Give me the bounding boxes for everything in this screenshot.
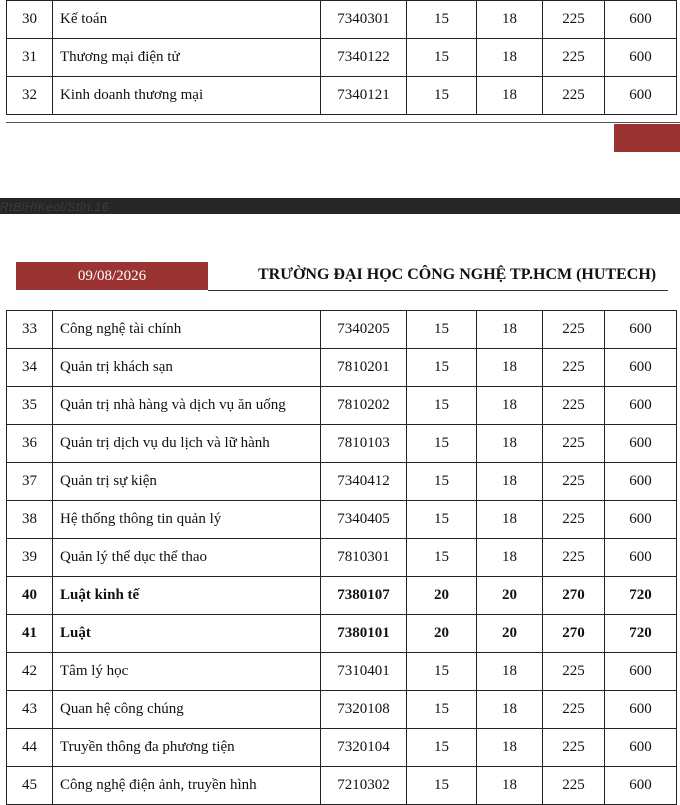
quota-col-4: 600 <box>605 1 677 39</box>
program-code: 7810301 <box>321 539 407 577</box>
program-name: Công nghệ tài chính <box>53 311 321 349</box>
quota-col-2: 20 <box>477 615 543 653</box>
program-name: Quan hệ công chúng <box>53 691 321 729</box>
quota-col-2: 20 <box>477 577 543 615</box>
program-code: 7380101 <box>321 615 407 653</box>
quota-col-3: 225 <box>543 425 605 463</box>
quota-col-4: 600 <box>605 387 677 425</box>
quota-col-1: 15 <box>407 729 477 767</box>
quota-col-2: 18 <box>477 501 543 539</box>
accent-block <box>614 124 680 152</box>
quota-col-3: 225 <box>543 767 605 805</box>
quota-col-1: 15 <box>407 653 477 691</box>
row-number: 45 <box>7 767 53 805</box>
quota-col-1: 20 <box>407 615 477 653</box>
quota-col-3: 225 <box>543 1 605 39</box>
quota-col-2: 18 <box>477 39 543 77</box>
quota-col-2: 18 <box>477 729 543 767</box>
quota-col-1: 15 <box>407 1 477 39</box>
row-number: 41 <box>7 615 53 653</box>
program-code: 7810202 <box>321 387 407 425</box>
program-code: 7320108 <box>321 691 407 729</box>
quota-col-3: 225 <box>543 463 605 501</box>
row-number: 42 <box>7 653 53 691</box>
quota-col-1: 15 <box>407 767 477 805</box>
program-name: Công nghệ điện ảnh, truyền hình <box>53 767 321 805</box>
row-number: 43 <box>7 691 53 729</box>
program-name: Kinh doanh thương mại <box>53 77 321 115</box>
quota-col-1: 15 <box>407 539 477 577</box>
quota-col-2: 18 <box>477 349 543 387</box>
program-code: 7340301 <box>321 1 407 39</box>
admissions-table-top <box>6 0 677 115</box>
table-row <box>7 1 677 39</box>
table-row <box>7 349 677 387</box>
row-number: 34 <box>7 349 53 387</box>
table-row <box>7 767 677 805</box>
program-code: 7310401 <box>321 653 407 691</box>
table-row <box>7 691 677 729</box>
program-code: 7340205 <box>321 311 407 349</box>
quota-col-3: 270 <box>543 577 605 615</box>
quota-col-3: 225 <box>543 691 605 729</box>
program-name: Thương mại điện tử <box>53 39 321 77</box>
header-rule <box>208 290 668 291</box>
row-number: 39 <box>7 539 53 577</box>
program-name: Quản lý thể dục thể thao <box>53 539 321 577</box>
quota-col-2: 18 <box>477 425 543 463</box>
program-name: Tâm lý học <box>53 653 321 691</box>
quota-col-2: 18 <box>477 767 543 805</box>
quota-col-3: 225 <box>543 729 605 767</box>
table-row <box>7 77 677 115</box>
row-number: 36 <box>7 425 53 463</box>
quota-col-1: 15 <box>407 501 477 539</box>
quota-col-2: 18 <box>477 539 543 577</box>
quota-col-3: 270 <box>543 615 605 653</box>
row-number: 38 <box>7 501 53 539</box>
table-row <box>7 387 677 425</box>
quota-col-4: 600 <box>605 77 677 115</box>
quota-col-3: 225 <box>543 539 605 577</box>
program-code: 7810201 <box>321 349 407 387</box>
quota-col-3: 225 <box>543 501 605 539</box>
quota-col-1: 15 <box>407 387 477 425</box>
quota-col-4: 600 <box>605 311 677 349</box>
program-code: 7810103 <box>321 425 407 463</box>
watermark-text: RtBiHtKeol/Stlrl.16 <box>0 200 109 214</box>
quota-col-1: 20 <box>407 577 477 615</box>
quota-col-3: 225 <box>543 39 605 77</box>
quota-col-4: 600 <box>605 767 677 805</box>
row-number: 37 <box>7 463 53 501</box>
quota-col-2: 18 <box>477 691 543 729</box>
quota-col-1: 15 <box>407 349 477 387</box>
quota-col-4: 600 <box>605 539 677 577</box>
table-row <box>7 501 677 539</box>
quota-col-2: 18 <box>477 653 543 691</box>
quota-col-1: 15 <box>407 77 477 115</box>
row-number: 35 <box>7 387 53 425</box>
quota-col-3: 225 <box>543 653 605 691</box>
quota-col-2: 18 <box>477 1 543 39</box>
quota-col-4: 720 <box>605 615 677 653</box>
quota-col-4: 600 <box>605 691 677 729</box>
quota-col-1: 15 <box>407 691 477 729</box>
quota-col-3: 225 <box>543 311 605 349</box>
quota-col-1: 15 <box>407 425 477 463</box>
row-number: 40 <box>7 577 53 615</box>
quota-col-4: 600 <box>605 349 677 387</box>
quota-col-2: 18 <box>477 463 543 501</box>
table-bottom-rule <box>6 122 680 123</box>
quota-col-4: 600 <box>605 501 677 539</box>
quota-col-1: 15 <box>407 463 477 501</box>
table-row <box>7 615 677 653</box>
table-row <box>7 577 677 615</box>
program-code: 7340405 <box>321 501 407 539</box>
program-name: Kế toán <box>53 1 321 39</box>
row-number: 32 <box>7 77 53 115</box>
table-row <box>7 311 677 349</box>
program-code: 7320104 <box>321 729 407 767</box>
program-name: Luật kinh tế <box>53 577 321 615</box>
quota-col-3: 225 <box>543 349 605 387</box>
table-row <box>7 463 677 501</box>
quota-col-2: 18 <box>477 311 543 349</box>
quota-col-4: 600 <box>605 39 677 77</box>
quota-col-1: 15 <box>407 311 477 349</box>
program-name: Quản trị khách sạn <box>53 349 321 387</box>
page-header-title: TRƯỜNG ĐẠI HỌC CÔNG NGHỆ TP.HCM (HUTECH) <box>258 266 657 283</box>
table-row <box>7 539 677 577</box>
program-name: Hệ thống thông tin quản lý <box>53 501 321 539</box>
program-code: 7340122 <box>321 39 407 77</box>
admissions-table-bottom <box>6 310 677 805</box>
row-number: 30 <box>7 1 53 39</box>
quota-col-4: 600 <box>605 729 677 767</box>
program-code: 7340121 <box>321 77 407 115</box>
table-row <box>7 39 677 77</box>
quota-col-2: 18 <box>477 387 543 425</box>
quota-col-3: 225 <box>543 387 605 425</box>
table-row <box>7 425 677 463</box>
program-name: Quản trị sự kiện <box>53 463 321 501</box>
quota-col-1: 15 <box>407 39 477 77</box>
program-name: Truyền thông đa phương tiện <box>53 729 321 767</box>
program-name: Luật <box>53 615 321 653</box>
quota-col-4: 600 <box>605 653 677 691</box>
quota-col-3: 225 <box>543 77 605 115</box>
program-code: 7380107 <box>321 577 407 615</box>
row-number: 33 <box>7 311 53 349</box>
program-name: Quản trị dịch vụ du lịch và lữ hành <box>53 425 321 463</box>
table-row <box>7 729 677 767</box>
header-date-badge: 09/08/2026 <box>16 262 208 290</box>
program-name: Quản trị nhà hàng và dịch vụ ăn uống <box>53 387 321 425</box>
quota-col-4: 600 <box>605 463 677 501</box>
quota-col-4: 600 <box>605 425 677 463</box>
program-code: 7210302 <box>321 767 407 805</box>
program-code: 7340412 <box>321 463 407 501</box>
table-row <box>7 653 677 691</box>
quota-col-4: 720 <box>605 577 677 615</box>
quota-col-2: 18 <box>477 77 543 115</box>
row-number: 44 <box>7 729 53 767</box>
row-number: 31 <box>7 39 53 77</box>
